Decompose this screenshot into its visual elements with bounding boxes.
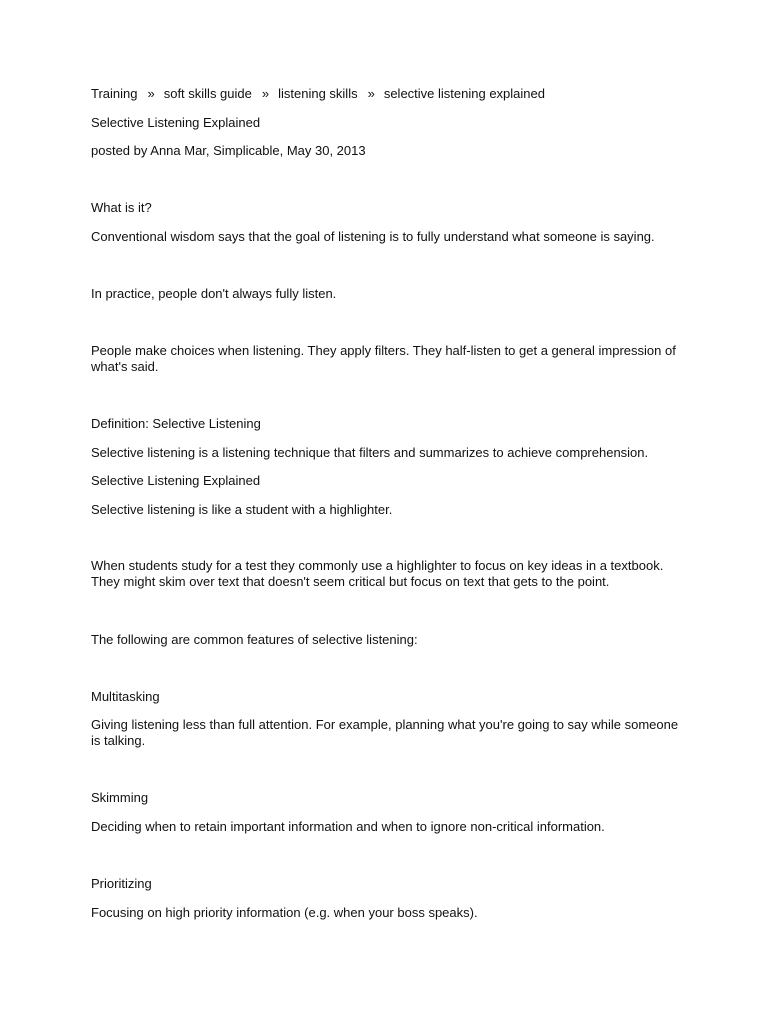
paragraph: In practice, people don't always fully listen. — [91, 286, 337, 301]
breadcrumb-item-training[interactable]: Training — [91, 86, 138, 101]
section-heading-skimming: Skimming — [91, 790, 149, 805]
paragraph: Selective listening is like a student with a highlighter. — [91, 502, 393, 517]
paragraph: Selective listening is a listening technique that filters and summarizes to achieve comprehension. — [91, 445, 649, 460]
paragraph: Focusing on high priority information (e.g. when your boss speaks). — [91, 905, 478, 920]
breadcrumb-separator: » — [147, 86, 155, 101]
paragraph: Deciding when to retain important information and when to ignore non-critical information. — [91, 819, 605, 834]
breadcrumb-separator: » — [261, 86, 270, 101]
breadcrumb-item-listening-skills[interactable]: listening skills — [278, 86, 358, 101]
breadcrumb-item-soft-skills[interactable]: soft skills guide — [163, 86, 252, 101]
paragraph: People make choices when listening. They apply filters. They half-listen to get a general impression of what's said. — [91, 343, 676, 374]
breadcrumb — [91, 86, 545, 102]
breadcrumb-separator: » — [367, 86, 375, 101]
paragraph: Giving listening less than full attention. For example, planning what you're going to say while someone is talking. — [91, 717, 679, 748]
byline: posted by Anna Mar, Simplicable, May 30, 2013 — [91, 143, 366, 158]
paragraph: Conventional wisdom says that the goal of listening is to fully understand what someone is saying. — [91, 229, 655, 244]
paragraph: When students study for a test they commonly use a highlighter to focus on key ideas in a textbook. They might skim over text that doesn't seem critical but focus on text that gets to the point. — [91, 558, 664, 589]
breadcrumb-item-current: selective listening explained — [383, 86, 545, 101]
section-heading-prioritizing: Prioritizing — [91, 876, 152, 891]
section-heading-multitasking: Multitasking — [91, 689, 160, 704]
section-heading-explained: Selective Listening Explained — [91, 473, 261, 488]
paragraph: The following are common features of selective listening: — [91, 632, 418, 647]
section-heading-what: What is it? — [91, 200, 152, 215]
section-heading-definition: Definition: Selective Listening — [91, 416, 261, 431]
page-title: Selective Listening Explained — [91, 115, 261, 130]
